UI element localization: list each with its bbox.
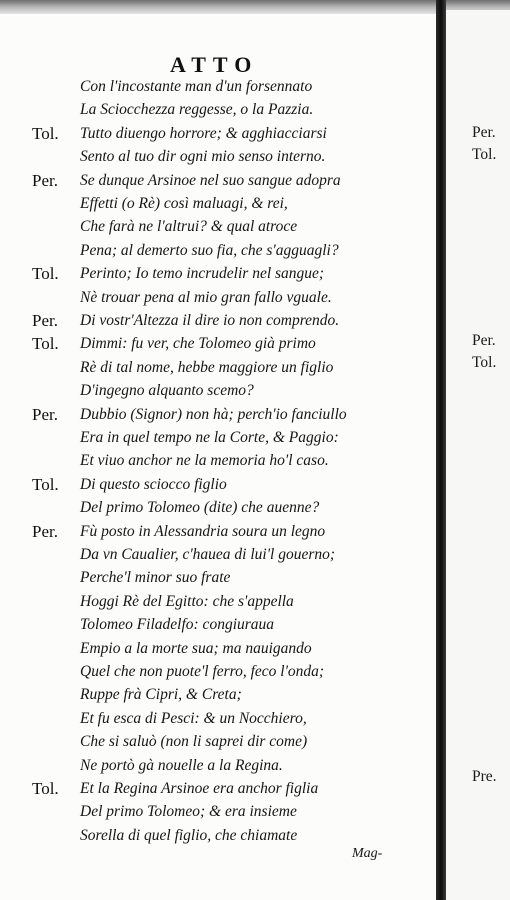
speaker-label: Per. [32,311,58,330]
verse-line: Di questo sciocco figlio [80,475,227,493]
verse-line: Del primo Tolomeo; & era insieme [80,803,297,821]
verse-line: Da vn Caualier, c'hauea di lui'l gouerno; [80,546,336,563]
right-page-speaker-3: Per. [472,332,496,349]
verse-line: D'ingegno alquanto scemo? [80,382,254,400]
right-page-speaker-1: Per. [472,124,496,141]
speaker-label: Per. [32,404,58,424]
verse-line: Ne portò gà nouelle a la Regina. [80,756,283,774]
verse-line: Effetti (o Rè) così maluagi, & rei, [80,195,288,212]
verse-line: Sento al tuo dir ogni mio senso interno. [80,148,326,166]
verse-line: Sorella di quel figlio, che chiamate [80,826,298,844]
verse-line: Et fu esca di Pesci: & un Nocchiero, [80,709,307,727]
catchword: Mag- [352,846,383,861]
verse-line: Ruppe frà Cipri, & Creta; [80,686,242,704]
right-page [446,10,510,900]
verse-line: Pena; al demerto suo fia, che s'agguagli? [80,241,339,259]
speaker-label: Tol. [32,123,59,143]
right-page-speaker-4: Tol. [472,354,497,371]
speaker-label: Tol. [32,779,59,798]
verse-line: Dimmi: fu ver, che Tolomeo già primo [80,335,316,353]
verse-line: Nè trouar pena al mio gran fallo vguale. [80,288,332,306]
right-page-speaker-5: Pre. [472,768,497,785]
verse-line: Che si saluò (non li saprei dir come) [80,733,308,751]
page-title: ATTO [170,52,259,77]
verse-line: Con l'incostante man d'un forsennato [80,78,313,95]
speaker-label: Tol. [32,334,59,354]
verse-line: Et la Regina Arsinoe era anchor figlia [80,780,319,797]
book-gutter [436,0,446,900]
verse-line: Dubbio (Signor) non hà; perch'io fanciullo [80,405,347,423]
verse-line: Del primo Tolomeo (dite) che auenne? [80,499,320,517]
verse-line: Empio a la morte sua; ma nauigando [80,639,312,657]
verse-line: Tutto diuengo horrore; & agghiacciarsi [80,124,327,142]
speaker-label: Tol. [32,264,59,284]
verse-line: Perche'l minor suo frate [80,569,231,587]
verse-line: Di vostr'Altezza il dire io non comprendo. [80,312,340,329]
verse-line: Quel che non puote'l ferro, feco l'onda; [80,663,325,680]
verse-line: Che farà ne l'altrui? & qual atroce [80,218,298,236]
speaker-label: Per. [32,170,58,190]
verse-line: Se dunque Arsinoe nel suo sangue adopra [80,171,341,189]
right-page-speaker-2: Tol. [472,146,497,163]
speaker-label: Per. [32,521,58,541]
verse-line: Rè di tal nome, hebbe maggiore un figlio [80,358,334,376]
verse-line: Et viuo anchor ne la memoria ho'l caso. [80,452,329,470]
speaker-label: Tol. [32,474,59,494]
verse-line: La Sciocchezza reggesse, o la Pazzia. [80,101,314,119]
verse-line: Fù posto in Alessandria soura un legno [80,522,326,540]
verse-line: Tolomeo Filadelfo: congiuraua [80,616,275,634]
verse-line: Era in quel tempo ne la Corte, & Paggio: [80,429,339,446]
verse-line: Perinto; Io temo incrudelir nel sangue; [80,265,325,283]
verse-line: Hoggi Rè del Egitto: che s'appella [80,592,294,610]
